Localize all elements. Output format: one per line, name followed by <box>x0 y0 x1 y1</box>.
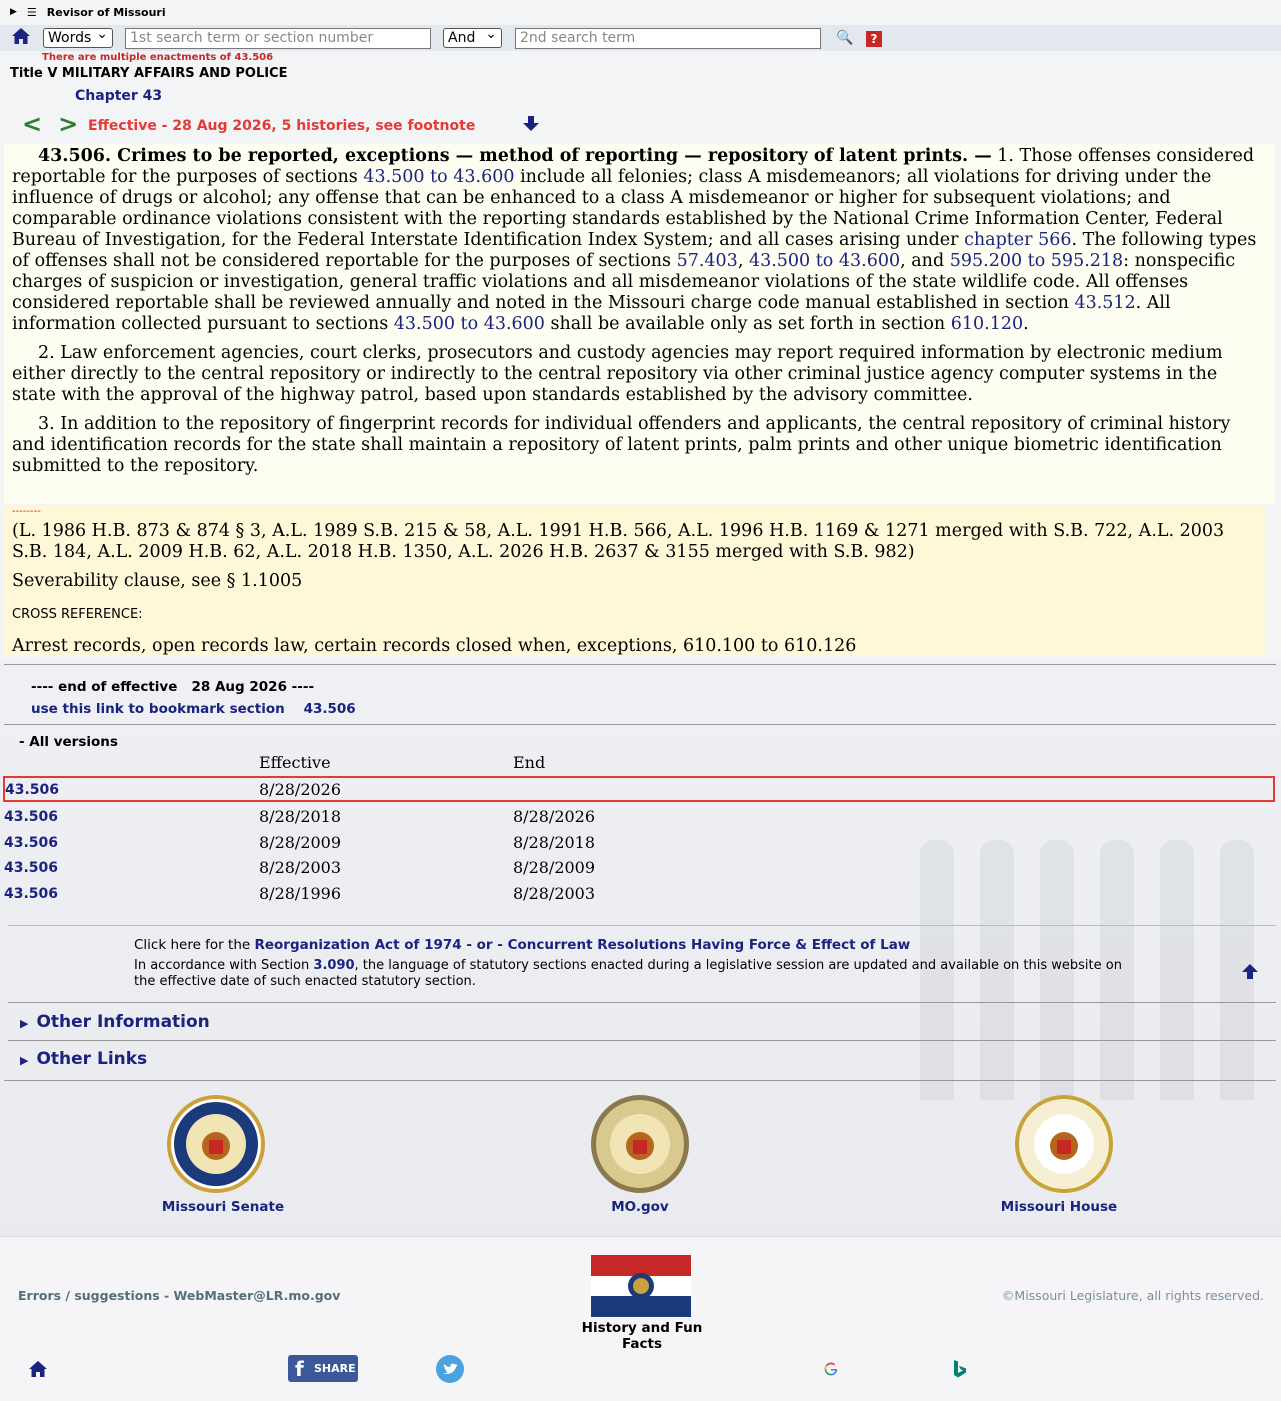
site-title[interactable]: Revisor of Missouri <box>46 5 166 19</box>
webmaster-link[interactable]: Errors / suggestions - WebMaster@LR.mo.gov <box>18 1288 341 1303</box>
expand-triangle-icon[interactable]: ▶ <box>10 7 17 17</box>
missouri-house-seal-icon[interactable] <box>1014 1094 1114 1194</box>
version-effective: 8/28/2009 <box>259 833 342 852</box>
version-link[interactable]: 43.506 <box>5 782 60 798</box>
facebook-icon: f <box>295 1357 304 1381</box>
section-3-090-link[interactable]: 3.090 <box>313 958 355 973</box>
site-header <box>0 0 1281 24</box>
link-595-200[interactable]: 595.200 to 595.218 <box>949 251 1124 271</box>
mogov-link[interactable]: MO.gov <box>611 1199 669 1215</box>
version-row[interactable] <box>4 882 1276 908</box>
google-icon[interactable] <box>823 1361 839 1377</box>
paragraph-1: 43.506. Crimes to be reported, exceptions — method of reporting — repository of latent prints. — 1. Those offenses considered reportable for the purposes of sections 43.500 to 43.600 include all felonies; class A misdemeanors; all violations for driving under the influence of drugs or alcohol; any offense that can be enhanced to a class A misdemeanor or higher for subsequent violations; and comparable ordinance violations consistent with the reporting standards established by the National Crime Information Center, Federal Bureau of Investigation, for the Federal Interstate Identification Index System; and all cases arising under chapter 566. The following types of offenses shall not be considered reportable for the purposes of sections 57.403, 43.500 to 43.600, and 595.200 to 595.218: nonspecific charges of suspicion or investigation, general traffic violations and all misdemeanor violations of the state wildlife code. All offenses considered reportable shall be reviewed annually and noted in the Missouri charge code manual established in section 43.512. All information collected pursuant to sections 43.500 to 43.600 shall be available only as set forth in section 610.120. <box>12 146 1257 334</box>
bing-icon[interactable] <box>952 1359 968 1379</box>
paragraph-2: 2. Law enforcement agencies, court clerks, prosecutors and custody agencies may report required information by electronic medium either directly to the central repository or indirectly to the central repository via other criminal justice agency computer systems in the state with the approval of the highway patrol, based upon standards established by the advisory committee. <box>12 343 1223 405</box>
divider <box>8 1002 1276 1003</box>
col-end: End <box>513 753 546 772</box>
missouri-flag-icon[interactable] <box>591 1255 691 1317</box>
home-icon[interactable] <box>28 1360 48 1378</box>
accordance-notice: In accordance with Section 3.090, the language of statutory sections enacted during a legislative session are updated and available on this website on the effective date of such enacted statutory section. <box>134 958 1122 989</box>
facebook-share-button[interactable]: f SHARE <box>288 1355 358 1382</box>
title-heading[interactable]: Title V MILITARY AFFAIRS AND POLICE <box>10 66 288 81</box>
arrow-down-icon[interactable] <box>522 116 540 132</box>
link-43-500[interactable]: 43.500 to 43.600 <box>363 167 515 187</box>
reorganization-notice: Click here for the Reorganization Act of 1974 - or - Concurrent Resolutions Having Force & Effect of Law <box>134 937 911 953</box>
arrow-up-icon[interactable] <box>1241 963 1259 979</box>
paragraph-3: 3. In addition to the repository of fingerprint records for individual offenders and applicants, the central repository of criminal history and identification records for the state shall maintain a repository of latent prints, palm prints and other unique biometric identification submitted to the repository. <box>12 414 1231 476</box>
bookmark-link[interactable]: use this link to bookmark section 43.506 <box>31 701 356 717</box>
search-mode-select[interactable]: Words ⌄ <box>43 28 113 48</box>
history-text: (L. 1986 H.B. 873 & 874 § 3, A.L. 1989 S.B. 215 & 58, A.L. 1991 H.B. 566, A.L. 1996 H.B. 1169 & 1271 merged with S.B. 722, A.L. 2003 S.B. 184, A.L. 2009 H.B. 62, A.L. 2018 H.B. 1350, A.L. 2026 H.B. 2637 & 3155 merged with S.B. 982) <box>12 521 1225 562</box>
other-links-toggle[interactable]: ▶ Other Links <box>20 1049 148 1069</box>
version-row[interactable] <box>4 831 1276 857</box>
operator-select[interactable]: And ⌄ <box>443 28 502 48</box>
copyright: ©Missouri Legislature, all rights reserved. <box>1001 1288 1264 1303</box>
link-43-512[interactable]: 43.512 <box>1074 293 1136 313</box>
link-610-120[interactable]: 610.120 <box>950 314 1024 334</box>
section-navigation <box>22 110 94 138</box>
version-effective: 8/28/2003 <box>259 858 342 877</box>
version-link[interactable]: 43.506 <box>4 809 59 825</box>
version-row[interactable] <box>4 856 1276 882</box>
other-information-toggle[interactable]: ▶ Other Information <box>20 1012 210 1032</box>
search-icon[interactable]: 🔍 <box>836 30 854 46</box>
col-effective: Effective <box>259 753 331 772</box>
version-row[interactable] <box>4 805 1276 831</box>
end-of-effective: ---- end of effective 28 Aug 2026 ---- <box>31 679 315 695</box>
version-end: 8/28/2018 <box>513 833 596 852</box>
effective-notice[interactable]: Effective - 28 Aug 2026, 5 histories, see footnote <box>88 118 476 134</box>
next-section-button[interactable]: > <box>58 110 79 138</box>
history-fun-facts-link[interactable]: History and Fun Facts <box>581 1320 703 1352</box>
version-effective: 8/28/1996 <box>259 884 342 903</box>
twitter-icon[interactable] <box>435 1354 465 1384</box>
divider <box>8 925 1276 926</box>
divider <box>8 1040 1276 1041</box>
footnote-box <box>4 506 1266 656</box>
link-43-500-b[interactable]: 43.500 to 43.600 <box>748 251 901 271</box>
search-term-1-input[interactable]: 1st search term or section number <box>125 28 431 49</box>
missouri-senate-seal-icon[interactable] <box>166 1094 266 1194</box>
cross-reference-label: CROSS REFERENCE: <box>12 607 143 622</box>
great-seal-icon[interactable] <box>590 1094 690 1194</box>
expand-triangle-icon: ▶ <box>20 1017 29 1030</box>
link-57-403[interactable]: 57.403 <box>676 251 738 271</box>
divider <box>4 724 1276 725</box>
version-link[interactable]: 43.506 <box>4 886 59 902</box>
expand-triangle-icon: ▶ <box>20 1054 29 1067</box>
version-link[interactable]: 43.506 <box>4 835 59 851</box>
severability-text: Severability clause, see § 1.1005 <box>12 571 303 591</box>
section-heading: 43.506. Crimes to be reported, exceptions — method of reporting — repository of latent prints. — <box>38 146 992 166</box>
divider <box>4 664 1276 665</box>
help-icon[interactable]: ? <box>866 31 882 47</box>
chapter-link[interactable]: Chapter 43 <box>75 88 163 104</box>
reorganization-link[interactable]: Reorganization Act of 1974 - or - Concurrent Resolutions Having Force & Effect of Law <box>254 937 911 953</box>
version-effective: 8/28/2026 <box>259 780 342 799</box>
link-chapter-566[interactable]: chapter 566 <box>964 230 1072 250</box>
section-text <box>12 146 1262 485</box>
version-end: 8/28/2026 <box>513 807 596 826</box>
prev-section-button[interactable]: < <box>22 110 43 138</box>
version-link[interactable]: 43.506 <box>4 860 59 876</box>
house-link[interactable]: Missouri House <box>1000 1199 1118 1215</box>
version-end: 8/28/2009 <box>513 858 596 877</box>
divider <box>4 1080 1276 1081</box>
version-row-current[interactable] <box>3 776 1275 802</box>
cross-reference-text: Arrest records, open records law, certain records closed when, exceptions, 610.100 to 610.126 <box>12 636 857 656</box>
senate-link[interactable]: Missouri Senate <box>161 1199 285 1215</box>
all-versions-label[interactable]: - All versions <box>19 734 118 750</box>
version-end: 8/28/2003 <box>513 884 596 903</box>
menu-icon[interactable]: ☰ <box>26 5 37 19</box>
multiple-enactments-notice: There are multiple enactments of 43.506 <box>42 52 274 63</box>
footnote-divider: -------- <box>12 506 41 517</box>
version-effective: 8/28/2018 <box>259 807 342 826</box>
home-icon[interactable] <box>11 27 31 45</box>
link-43-500-c[interactable]: 43.500 to 43.600 <box>393 314 545 334</box>
search-term-2-input[interactable]: 2nd search term <box>515 28 821 49</box>
